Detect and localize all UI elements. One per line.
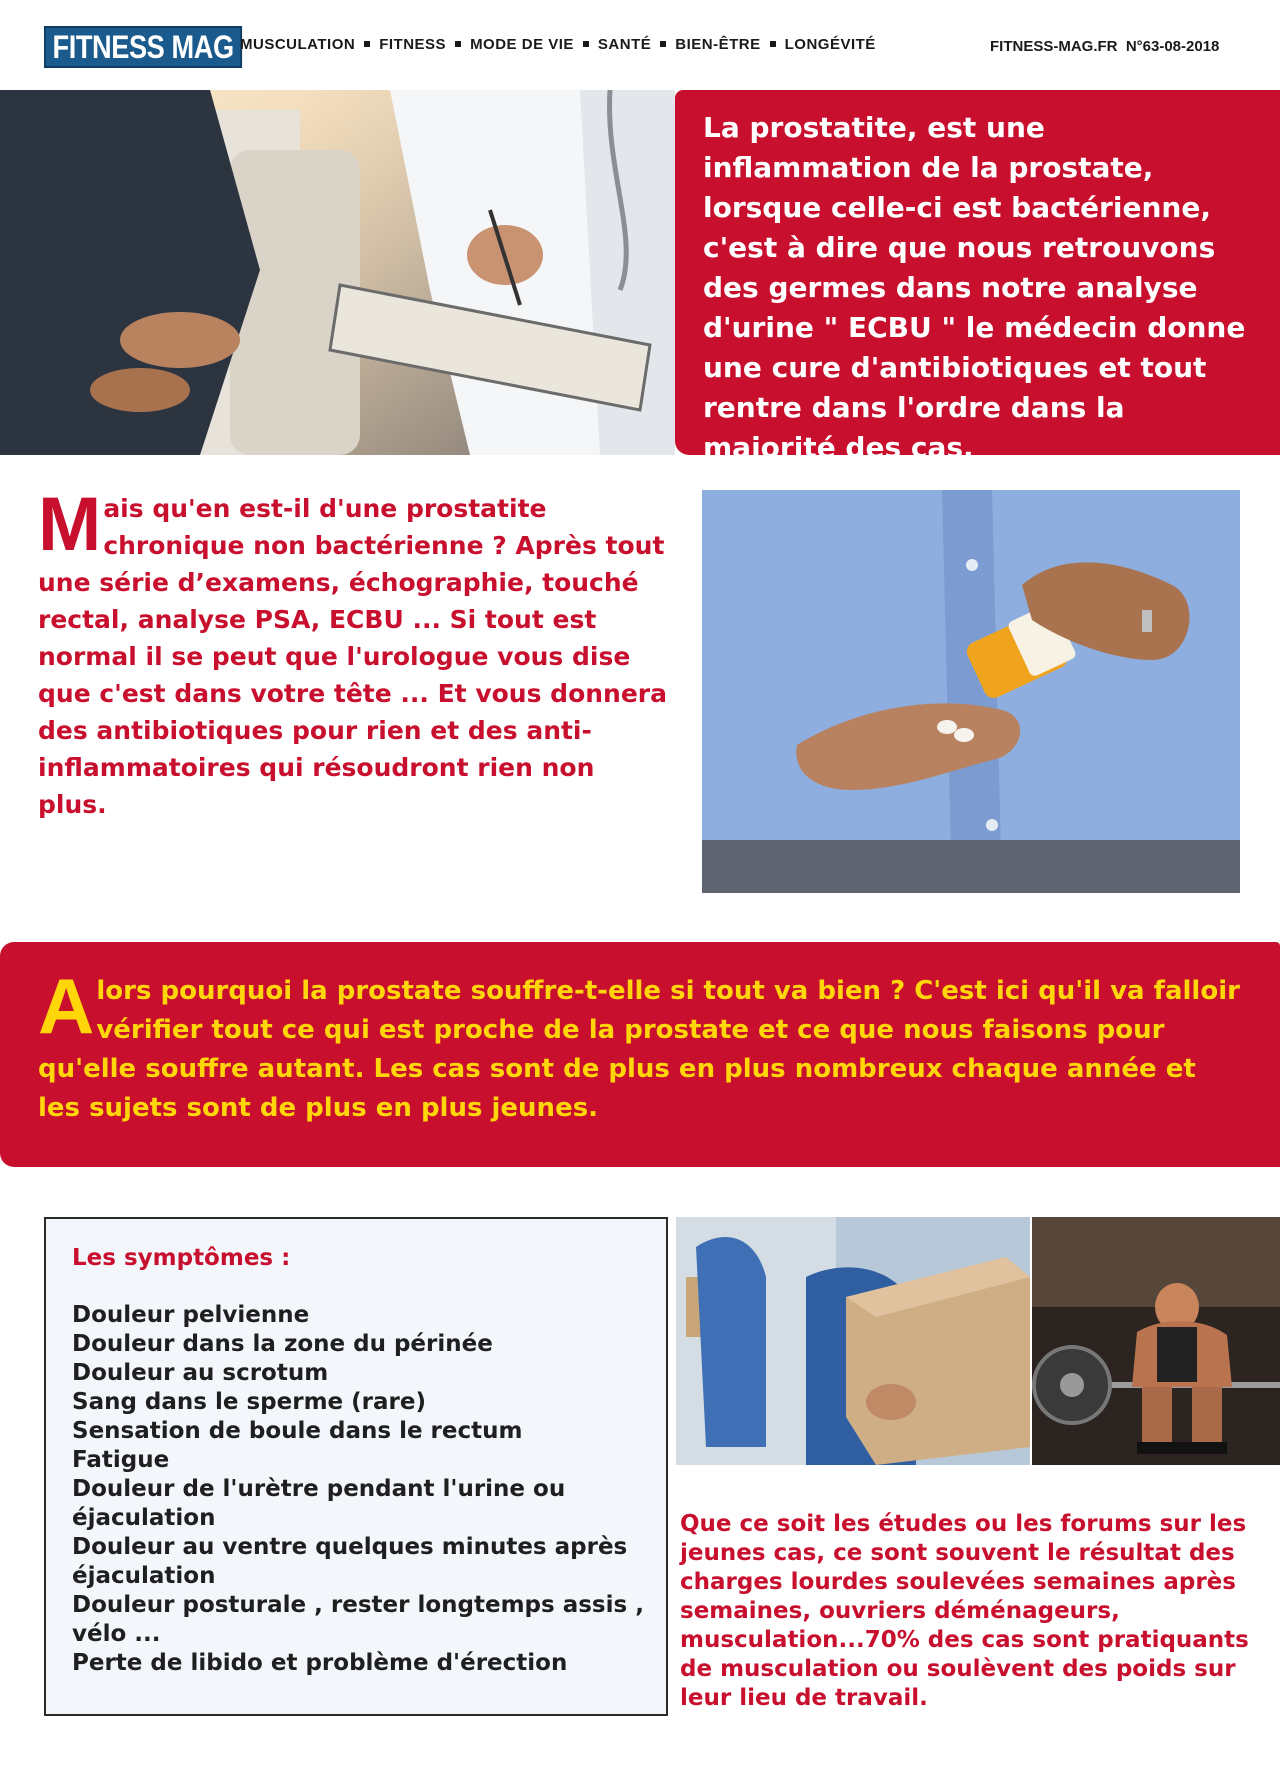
page-header [0, 0, 1280, 80]
list-item: Sensation de boule dans le rectum [72, 1418, 523, 1444]
chronic-paragraph [38, 482, 668, 823]
list-item: Douleur dans la zone du périnée [72, 1331, 493, 1357]
list-item: Perte de libido et problème d'érection [72, 1650, 568, 1676]
highlight-paragraph [0, 942, 1280, 1128]
list-item: Fatigue [72, 1447, 170, 1473]
nav-separator [660, 41, 666, 47]
highlight-text: lors pourquoi la prostate souffre-t-elle si tout va bien ? C'est ici qu'il va falloir vérifier tout ce qui est proche de la prostate et ce que nous faisons pour qu'elle souffre autant. Les cas sont de plus en plus nombreux chaque année et les sujets sont de plus en plus jeunes. [38, 976, 1240, 1123]
intro-callout [675, 90, 1280, 464]
list-item: Sang dans le sperme (rare) [72, 1389, 426, 1415]
nav-item-longevite[interactable]: LONGÉVITÉ [784, 36, 876, 53]
weightlifter-photo [1032, 1217, 1280, 1465]
list-item: Douleur de l'urètre pendant l'urine ou éjaculation [72, 1476, 566, 1531]
issue-number: FITNESS-MAG.FR N°63-08-2018 [990, 38, 1220, 55]
symptoms-title: Les symptômes : [72, 1245, 291, 1271]
nav-separator [583, 41, 589, 47]
chronic-text: ais qu'en est-il d'une prostatite chronique non bactérienne ? Après tout une série d’examens, échographie, touché rectal, analyse PSA, ECBU ... Si tout est normal il se peut que l'urologue vous dise que c'est dans votre tête ... Et vous donnera des antibiotiques pour rien et des anti-inflammatoires qui résoudront rien non plus. [38, 494, 667, 819]
nav-separator [364, 41, 370, 47]
nav-item-fitness[interactable]: FITNESS [379, 36, 447, 53]
section-nav [240, 36, 876, 53]
doctor-consultation-photo [0, 90, 675, 455]
nav-item-mode-de-vie[interactable]: MODE DE VIE [470, 36, 574, 53]
highlight-band [0, 942, 1280, 1167]
nav-separator [455, 41, 461, 47]
symptoms-list [72, 1301, 662, 1678]
causes-paragraph: Que ce soit les études ou les forums sur les jeunes cas, ce sont souvent le résultat des charges lourdes soulevées semaines après semaines, ouvriers déménageurs, musculation...70% des cas sont pratiquants de musculation ou soulèvent des poids sur leur lieu de travail. [680, 1511, 1249, 1711]
list-item: Douleur pelvienne [72, 1302, 310, 1328]
pills-hand-photo [702, 490, 1240, 893]
list-item: Douleur au ventre quelques minutes après éjaculation [72, 1534, 628, 1589]
drop-cap: M [38, 482, 102, 567]
list-item: Douleur posturale , rester longtemps assis , vélo ... [72, 1592, 644, 1647]
nav-item-bien-etre[interactable]: BIEN-ÊTRE [675, 36, 761, 53]
nav-item-musculation[interactable]: MUSCULATION [240, 36, 356, 53]
drop-cap: A [38, 962, 95, 1050]
nav-item-sante[interactable]: SANTÉ [597, 36, 652, 53]
movers-boxes-photo [676, 1217, 1030, 1465]
nav-separator [770, 41, 776, 47]
list-item: Douleur au scrotum [72, 1360, 329, 1386]
symptoms-box [44, 1217, 668, 1716]
intro-text: La prostatite, est une inflammation de la prostate, lorsque celle-ci est bactérienne, c'est à dire que nous retrouvons des germes dans notre analyse d'urine " ECBU " le médecin donne une cure d'antibiotiques et tout rentre dans l'ordre dans la majorité des cas. [703, 111, 1246, 464]
magazine-logo[interactable]: FITNESS MAG [44, 26, 242, 68]
